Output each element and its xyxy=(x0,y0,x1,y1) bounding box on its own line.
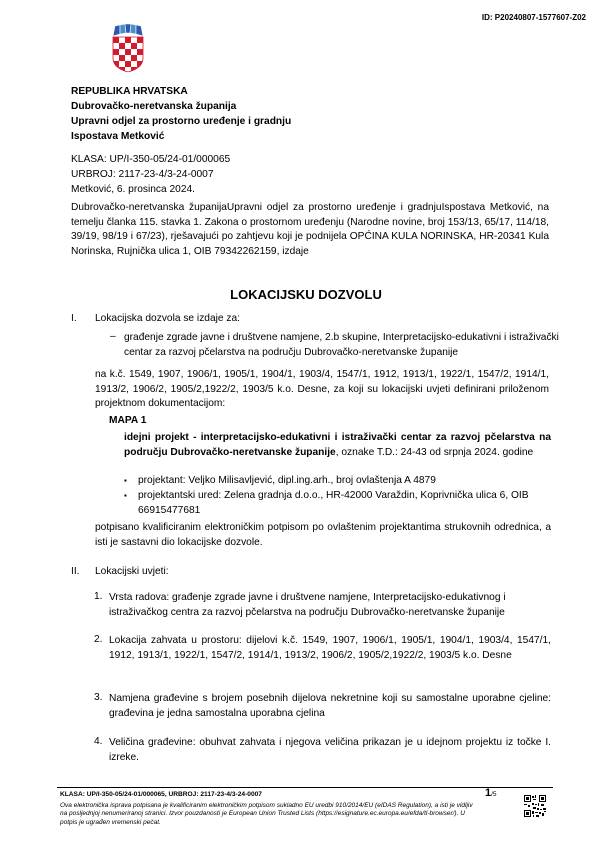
intro-paragraph: Dubrovačko-neretvanska županijaUpravni odjel za prostorno uređenje i gradnjuIspostava Metković, na temelju članka 115. stavka 1. Zakona o prostornom uređenju (Narodne novine, broj 153/13, 65/17, 114/18, 39/19, 98/19 i 67/23), rješavajući po zahtjevu koji je podnijela OPĆINA KULA NORINSKA, HR-20341 Kula Norinska, Rujnička ulica 1, OIB 79342262159, izdaje xyxy=(71,202,549,257)
page-number xyxy=(485,787,497,799)
item-number: 1. xyxy=(94,591,103,602)
bullet-marker: ▪ xyxy=(124,476,127,485)
condition-item-size: Veličina građevine: obuhvat zahvata i njegova veličina prikazan je u idejnom projektu iz točke I. izreke. xyxy=(109,737,551,763)
section-1-numeral: I. xyxy=(71,313,77,324)
bullet-item xyxy=(124,489,556,518)
section-1-parcels: na k.č. 1549, 1907, 1906/1, 1905/1, 1904/1, 1903/4, 1547/1, 1912, 1913/1, 1922/1, 1547/2, 1914/1, 1913/2, 1906/2, 1905/2,1922/2, 1903/5 k.o. Desne, za koji su lokacijski uvjeti definirani priloženom projektnom dokumentacijom: xyxy=(95,369,549,410)
page-total: /5 xyxy=(491,791,497,798)
mapa-description-details: , oznake T.D.: 24-43 od srpnja 2024. godine xyxy=(335,446,534,458)
document-title: LOKACIJSKU DOZVOLU xyxy=(230,287,382,302)
mapa-description-title: idejni projekt - interpretacijsko-edukativni i istraživački centar za razvoj pčelarstva na području Dubrovačko-neretvanske županije xyxy=(124,432,551,458)
document-id: ID: P20240807-1577607-Z02 xyxy=(481,13,586,22)
footer-klasa-urbroj: KLASA: UP/I-350-05/24-01/000065, URBROJ: 2117-23-4/3-24-0007 xyxy=(60,791,262,798)
section-2-heading: Lokacijski uvjeti: xyxy=(95,566,169,577)
mapa-description xyxy=(124,431,551,460)
bullet-text-designer: projektant: Veljko Milisavljević, dipl.ing.arh., broj ovlaštenja A 4879 xyxy=(138,475,436,486)
dash-marker: – xyxy=(110,331,116,342)
esignature-note: Ova elektronička isprava potpisana je kvalificiranim elektroničkim potpisom sukladno EU uredbi 910/2014/EU (eIDAS Regulation), a isti je vidljiv na posljednjoj nenumeriranoj stranici. Izvor pouzdanosti je European Union Trusted Lists (https://esignature.ec.europa.eu/efda/tl-browser/). U potpis je ugrađen vremenski pečat. xyxy=(60,802,473,826)
place-date: Metković, 6. prosinca 2024. xyxy=(71,184,196,195)
header-line-department: Upravni odjel za prostorno uređenje i gradnju xyxy=(71,116,292,127)
condition-item-type: Vrsta radova: građenje zgrade javne i društvene namjene, Interpretacijsko-edukativnog i istraživačkog centra za razvoj pčelarstva na području Dubrovačko-neretvanske županije xyxy=(109,592,506,618)
header-line-county: Dubrovačko-neretvanska županija xyxy=(71,101,237,112)
document-meta xyxy=(71,152,230,197)
page-current: 1 xyxy=(485,787,492,799)
footer-divider xyxy=(57,787,553,788)
section-2-numeral: II. xyxy=(71,566,80,577)
mapa-label: MAPA 1 xyxy=(109,415,147,426)
urbroj: URBROJ: 2117-23-4/3-24-0007 xyxy=(71,169,214,180)
item-number: 2. xyxy=(94,634,103,645)
item-number: 4. xyxy=(94,736,103,747)
item-number: 3. xyxy=(94,692,103,703)
issuer-header xyxy=(71,84,291,144)
section-1-heading: Lokacijska dozvola se izdaje za: xyxy=(95,313,240,324)
klasa: KLASA: UP/I-350-05/24-01/000065 xyxy=(71,154,231,165)
header-line-country: REPUBLIKA HRVATSKA xyxy=(71,86,188,97)
croatian-coat-of-arms-icon xyxy=(111,24,145,72)
section-1-dash-item: građenje zgrade javne i društvene namjene, 2.b skupine, Interpretacijsko-edukativni i istraživački centar za razvoj pčelarstva na području Dubrovačko-neretvanske županije xyxy=(124,332,559,358)
bullet-marker: ▪ xyxy=(124,491,127,500)
condition-item-purpose: Namjena građevine s brojem posebnih dijelova nekretnine koji su samostalne uporabne cjeline: građevina je jedna samostalna uporabna cjelina xyxy=(109,693,551,719)
condition-item-location: Lokacija zahvata u prostoru: dijelovi k.č. 1549, 1907, 1906/1, 1905/1, 1904/1, 1903/4, 1547/1, 1912, 1913/1, 1922/1, 1547/2, 1914/1, 1913/2, 1906/2, 1905/2,1922/2, 1903/5 k.o. Desne xyxy=(109,635,551,661)
header-line-office: Ispostava Metković xyxy=(71,131,165,142)
qr-code-icon xyxy=(524,795,546,817)
bullet-text-office: projektantski ured: Zelena gradnja d.o.o., HR-42000 Varaždin, Koprivnička ulica 6, OIB 66915477681 xyxy=(138,490,529,516)
section-1-signed: potpisano kvalificiranim elektroničkim potpisom po ovlaštenim projektantima strukovnih odrednica, a isti je sastavni dio lokacijske dozvole. xyxy=(95,522,551,548)
bullet-item xyxy=(124,474,554,489)
